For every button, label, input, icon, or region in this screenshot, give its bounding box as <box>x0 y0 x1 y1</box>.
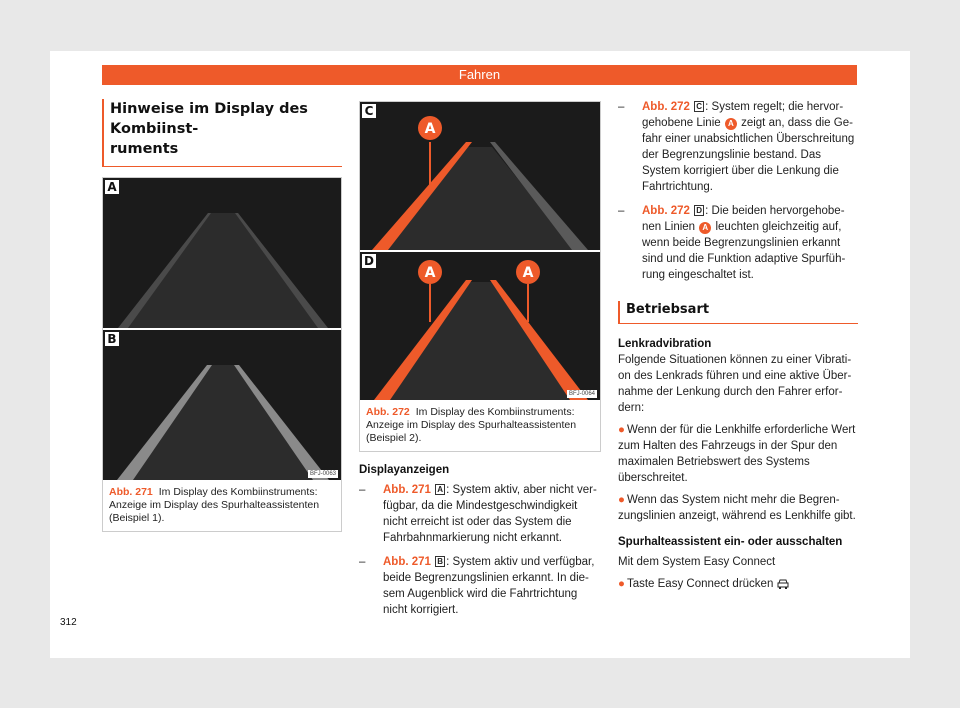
bullet-dot: ● <box>618 424 625 436</box>
caption-text: Im Display des Kombiinstruments: Anzeige im Display des Spurhalteassistenten (Beispiel 1). <box>109 486 320 524</box>
bullet-item: ● Taste Easy Connect drücken <box>618 576 858 594</box>
column-middle <box>359 101 601 626</box>
marker-label-c: A <box>424 121 436 137</box>
section-title-line2: ruments <box>110 141 179 157</box>
panel-letter-d: D <box>362 254 376 268</box>
figure-code: BFJ-0063 <box>309 471 336 477</box>
panel-letter-b: B <box>105 332 119 346</box>
figure-link[interactable]: Abb. 272 <box>642 101 690 113</box>
subheading-displayanzeigen: Displayanzeigen <box>359 464 450 476</box>
bullet-item: ● Wenn der für die Lenkhilfe erforderliche Wert zum Halten des Fahrzeugs in der Spur den maximalen Betriebswert des Systems überschreitet. <box>618 424 856 484</box>
document-page <box>50 51 910 658</box>
figure-ref: Abb. 272 <box>366 406 410 418</box>
caption-text: Im Display des Kombiinstruments: Anzeige im Display des Spurhalteassistenten (Beispiel 2). <box>366 406 577 444</box>
figure-link[interactable]: Abb. 271 <box>383 484 431 496</box>
paragraph: Folgende Situationen können zu einer Vibration des Lenkrads führen und eine aktive Übernahme der Lenkung durch den Fahrer erfordern: <box>618 354 852 414</box>
panel-badge: A <box>435 484 445 495</box>
paragraph: Mit dem System Easy Connect <box>618 556 776 568</box>
figure-caption-271 <box>103 480 341 531</box>
column-left <box>102 99 342 532</box>
subheading-spurhalteassistent: Spurhalteassistent ein- oder ausschalten <box>618 536 843 548</box>
section-title-betriebsart: Betriebsart <box>618 301 858 324</box>
panel-letter-a: A <box>105 180 119 194</box>
figure-caption-272 <box>360 400 600 451</box>
chapter-header: Fahren <box>102 65 857 85</box>
panel-badge: D <box>694 205 704 216</box>
figure-link[interactable]: Abb. 272 <box>642 205 690 217</box>
figure-ref: Abb. 271 <box>109 486 153 498</box>
marker-badge: A <box>725 118 737 130</box>
lane-graphic-c <box>360 102 600 250</box>
figure-panel-b <box>103 330 341 480</box>
figure-code: BFJ-0064 <box>568 391 595 397</box>
panel-badge: C <box>694 101 704 112</box>
lane-graphic-d <box>360 252 600 400</box>
page-number: 312 <box>60 617 77 628</box>
panel-badge: B <box>435 556 445 567</box>
figure-panel-a <box>103 178 341 328</box>
section-title-line1: Hinweise im Display des Kombiinst- <box>110 101 308 137</box>
figure-271 <box>102 177 342 532</box>
section-title <box>102 99 342 167</box>
bullet-dot: ● <box>618 494 625 506</box>
marker-label-d-left: A <box>424 265 436 281</box>
figure-panel-c <box>360 102 600 250</box>
subheading-lenkradvibration: Lenkradvibration <box>618 338 712 350</box>
figure-link[interactable]: Abb. 271 <box>383 556 431 568</box>
car-icon <box>777 578 789 594</box>
column-right <box>618 99 858 594</box>
list-item: – Abb. 271 B : System aktiv und verfügbar, beide Begrenzungslinien erkannt. In diesem Augenblick wird die Fahrtrichtung nicht korrigiert. <box>359 556 595 616</box>
figure-272 <box>359 101 601 452</box>
marker-label-d-right: A <box>522 265 534 281</box>
marker-badge: A <box>699 222 711 234</box>
list-item: – Abb. 271 A : System aktiv, aber nicht verfügbar, da die Mindestgeschwindigkeit nicht erreicht ist oder das System die Fahrbahnmarkierung nicht erkannt. <box>359 484 597 544</box>
lane-graphic-a <box>103 178 341 328</box>
bullet-item: ● Wenn das System nicht mehr die Begrenzungslinien anzeigt, während es Lenkhilfe gibt. <box>618 494 856 522</box>
bullet-dot: ● <box>618 578 625 590</box>
list-item: – Abb. 272 D : Die beiden hervorgehobenen Linien A leuchten gleichzeitig auf, wenn beide Begrenzungslinien erkannt sind und die Funktion adaptive Spurführung eingeschaltet ist. <box>618 205 846 281</box>
panel-letter-c: C <box>362 104 376 118</box>
list-item: – Abb. 272 C : System regelt; die hervorgehobene Linie A zeigt an, dass die Gefahr einer unabsichtlichen Überschreitung der Begrenzungslinie bestand. Das System korrigiert über die Lenkung die Fahrtrichtung. <box>618 101 855 193</box>
figure-panel-d <box>360 252 600 400</box>
lane-graphic-b <box>103 330 341 480</box>
